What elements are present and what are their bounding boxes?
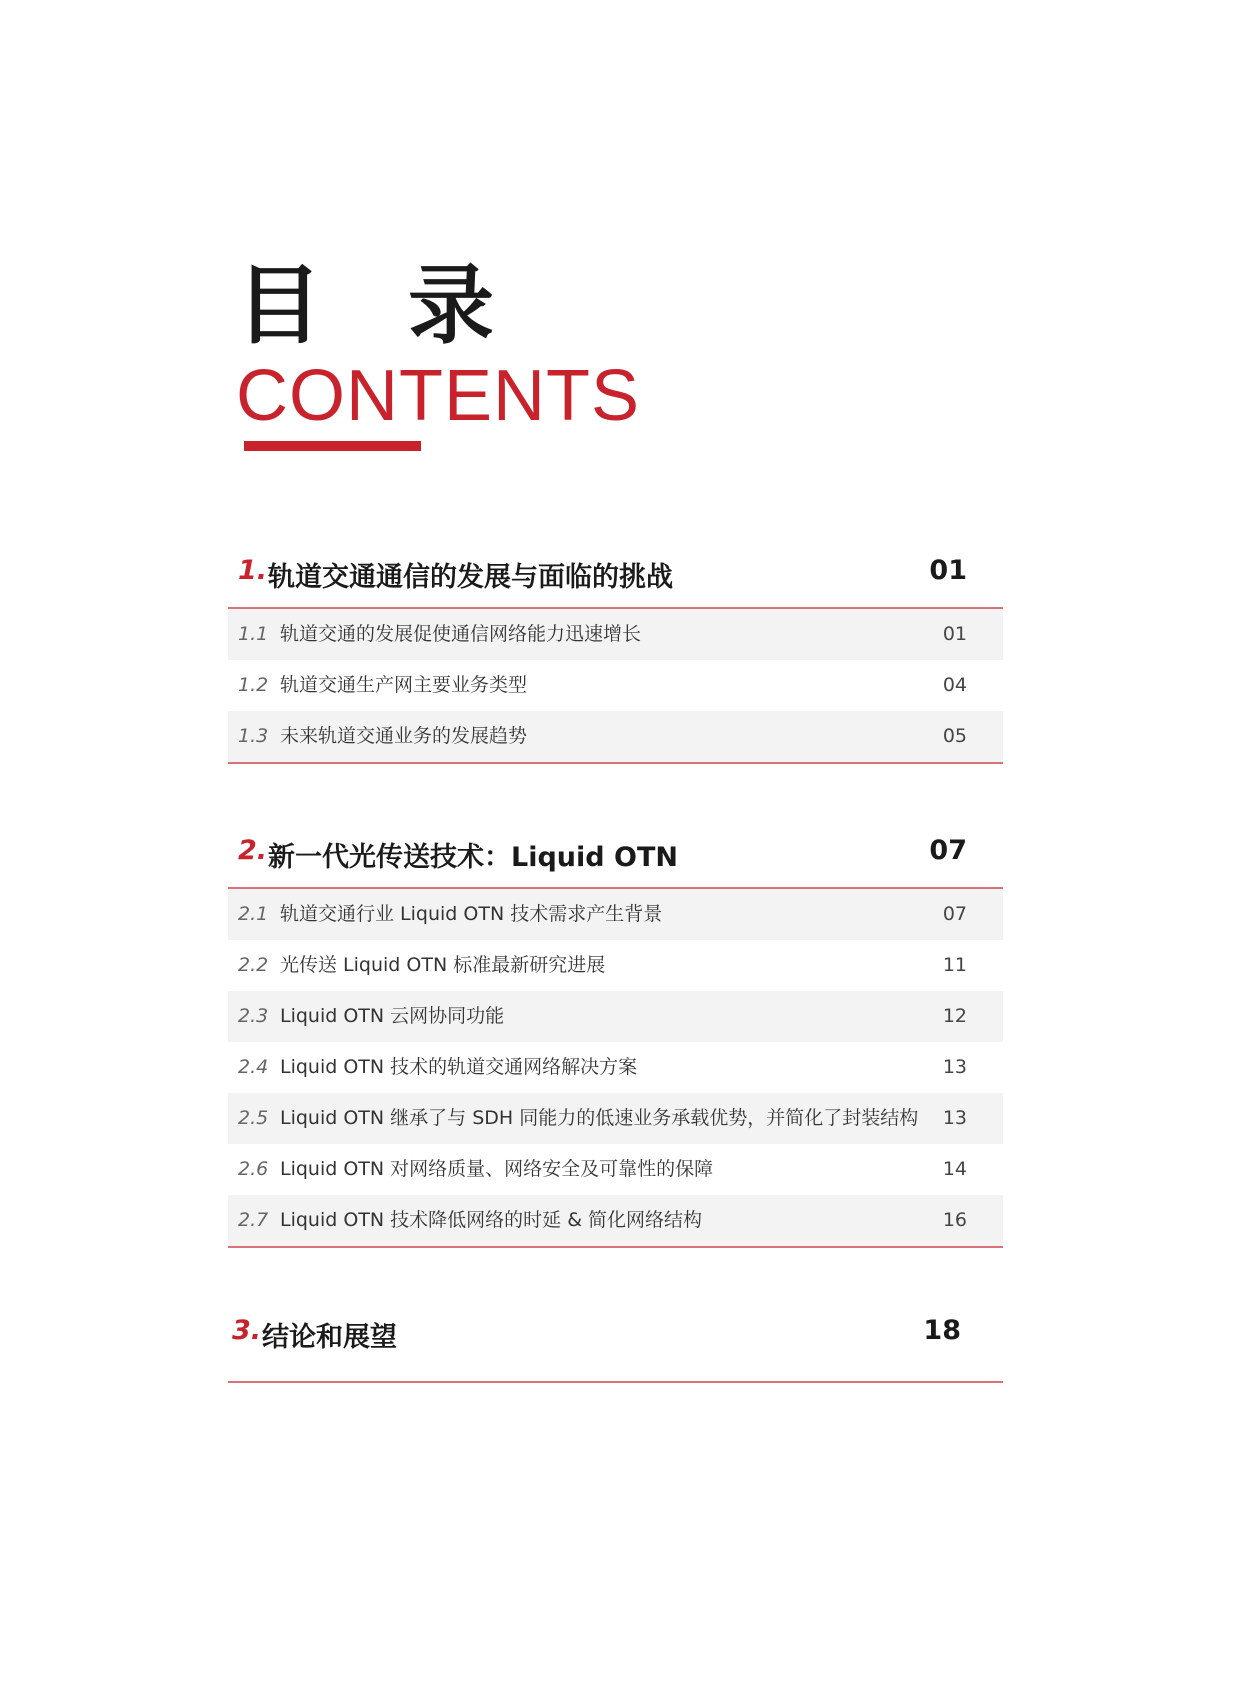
section-page: 01 — [929, 555, 967, 586]
toc-row[interactable] — [228, 889, 1003, 940]
section-title: 新一代光传送技术：Liquid OTN — [268, 842, 678, 873]
toc-row[interactable] — [228, 1042, 1003, 1093]
row-page: 11 — [942, 954, 967, 976]
section-page: 18 — [923, 1315, 961, 1346]
toc-section-1 — [228, 551, 1003, 764]
row-title: Liquid OTN 继承了与 SDH 同能力的低速业务承载优势，并简化了封装结构 — [280, 1107, 919, 1129]
toc-row[interactable] — [228, 1093, 1003, 1144]
toc-row[interactable] — [228, 1195, 1003, 1246]
toc-section-2 — [228, 831, 1003, 1248]
row-page: 04 — [942, 674, 967, 696]
toc-row[interactable] — [228, 609, 1003, 660]
toc-row[interactable] — [228, 660, 1003, 711]
row-number: 2.6 — [238, 1158, 269, 1180]
section-title: 结论和展望 — [262, 1322, 397, 1353]
row-title: 轨道交通生产网主要业务类型 — [280, 674, 528, 696]
row-page: 14 — [942, 1158, 967, 1180]
row-page: 16 — [942, 1209, 967, 1231]
row-number: 2.2 — [238, 954, 269, 976]
section-heading[interactable] — [228, 551, 1003, 609]
toc-section-3 — [228, 1311, 1003, 1383]
row-title: Liquid OTN 技术的轨道交通网络解决方案 — [280, 1056, 638, 1078]
row-number: 1.1 — [238, 623, 269, 645]
row-title: 光传送 Liquid OTN 标准最新研究进展 — [280, 954, 606, 976]
row-page: 12 — [942, 1005, 967, 1027]
row-title: 轨道交通的发展促使通信网络能力迅速增长 — [280, 623, 642, 645]
row-number: 1.3 — [238, 725, 269, 747]
row-number: 2.7 — [238, 1209, 269, 1231]
row-page: 13 — [942, 1056, 967, 1078]
toc-row[interactable] — [228, 1144, 1003, 1195]
section-heading[interactable] — [228, 831, 1003, 889]
toc-row[interactable] — [228, 711, 1003, 762]
row-page: 13 — [942, 1107, 967, 1129]
row-page: 01 — [942, 623, 967, 645]
title-underline-bar — [244, 441, 421, 451]
section-heading[interactable] — [228, 1311, 1003, 1383]
toc-heading — [236, 258, 640, 436]
row-page: 07 — [942, 903, 967, 925]
section-page: 07 — [929, 835, 967, 866]
section-number: 1. — [238, 555, 268, 586]
row-title: 轨道交通行业 Liquid OTN 技术需求产生背景 — [280, 903, 663, 925]
section-number: 2. — [238, 835, 268, 866]
toc-row[interactable] — [228, 991, 1003, 1042]
section-items — [228, 609, 1003, 764]
row-page: 05 — [942, 725, 967, 747]
row-title: Liquid OTN 云网协同功能 — [280, 1005, 505, 1027]
row-title: Liquid OTN 对网络质量、网络安全及可靠性的保障 — [280, 1158, 714, 1180]
row-number: 1.2 — [238, 674, 269, 696]
row-number: 2.3 — [238, 1005, 269, 1027]
section-number: 3. — [232, 1315, 262, 1346]
row-number: 2.1 — [238, 903, 269, 925]
section-title: 轨道交通通信的发展与面临的挑战 — [268, 562, 673, 593]
page-title-en: CONTENTS — [236, 356, 640, 436]
row-number: 2.4 — [238, 1056, 269, 1078]
row-number: 2.5 — [238, 1107, 269, 1129]
page-title-cn: 目 录 — [236, 256, 522, 356]
section-items — [228, 889, 1003, 1248]
row-title: 未来轨道交通业务的发展趋势 — [280, 725, 528, 747]
toc-row[interactable] — [228, 940, 1003, 991]
row-title: Liquid OTN 技术降低网络的时延 & 简化网络结构 — [280, 1209, 703, 1231]
